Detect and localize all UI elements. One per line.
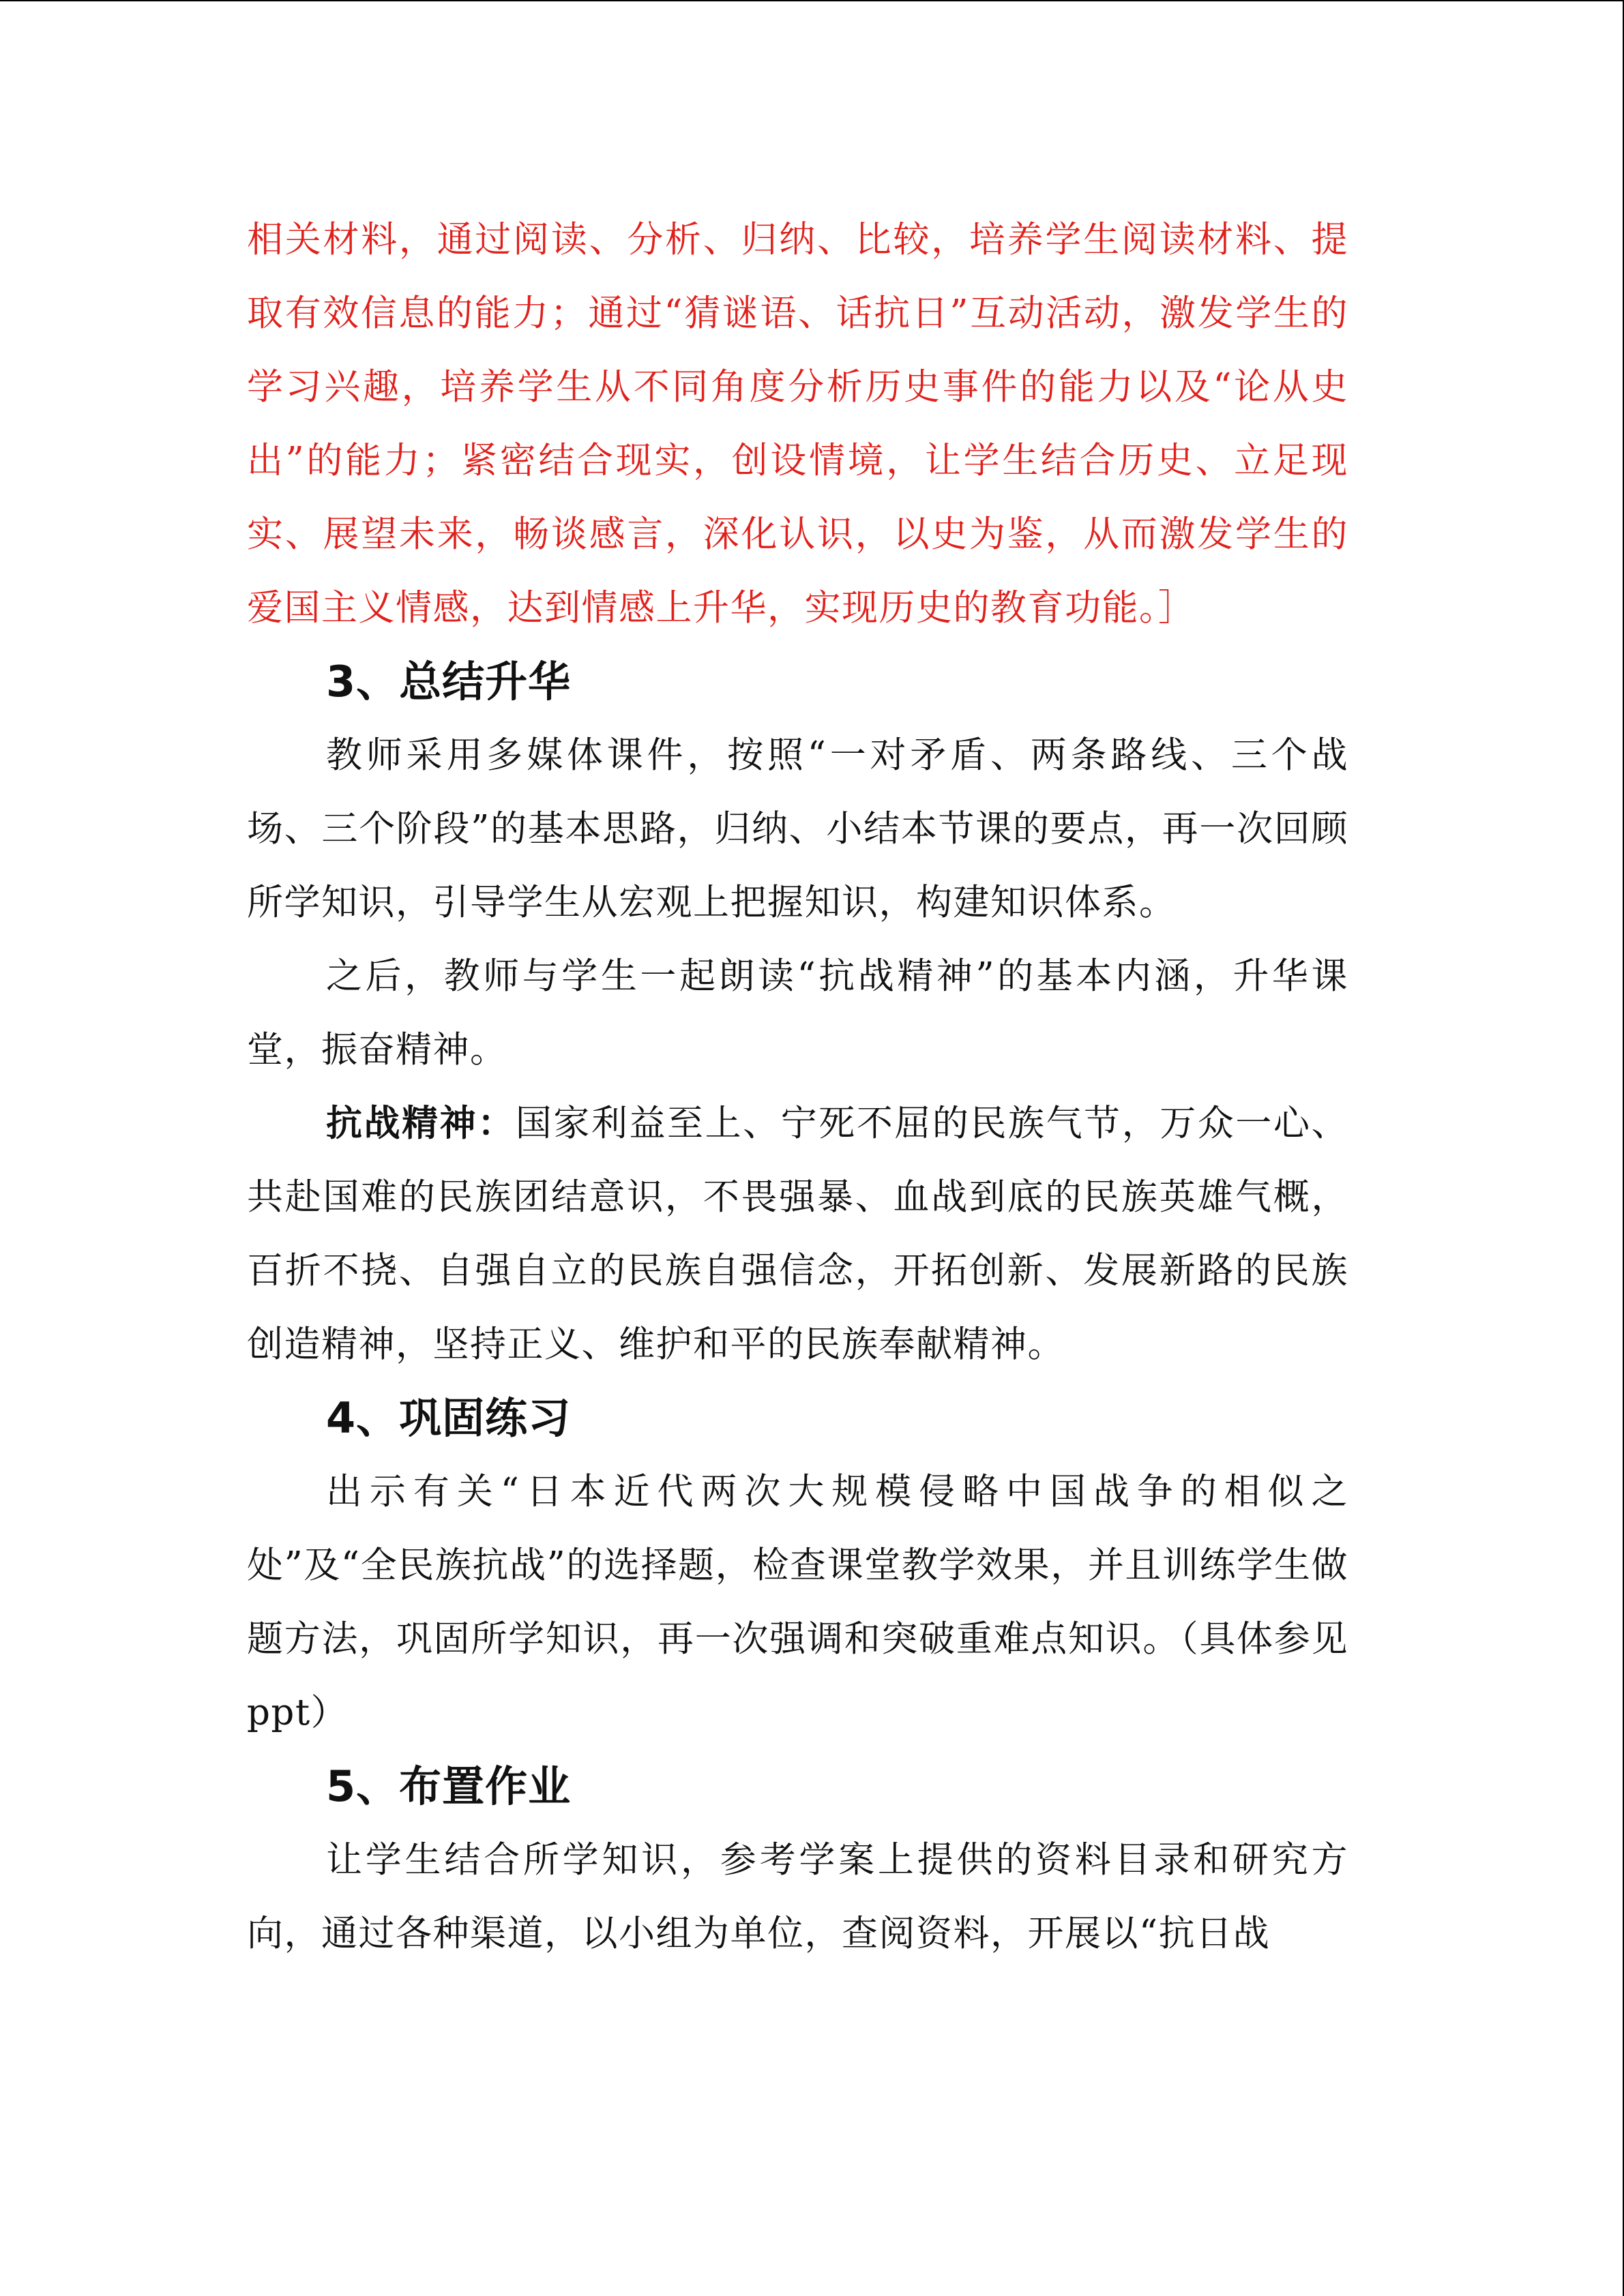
section-4-paragraph-1: 出示有关“日本近代两次大规模侵略中国战争的相似之处”及“全民族抗战”的选择题，检查课堂教学效果，并且训练学生做题方法，巩固所学知识，再一次强调和突破重难点知识。（具体参见 ppt） [247,1471,1348,1733]
intro-paragraph: 相关材料，通过阅读、分析、归纳、比较，培养学生阅读材料、提取有效信息的能力；通过“猜谜语、话抗日”互动活动，激发学生的学习兴趣，培养学生从不同角度分析历史事件的能力以及“论从史出”的能力；紧密结合现实，创设情境，让学生结合历史、立足现实、展望未来，畅谈感言，深化认识，以史为鉴，从而激发学生的爱国主义情感，达到情感上升华，实现历史的教育功能。］ [247,219,1348,629]
spirit-text: 国家利益至上、宁死不屈的民族气节，万众一心、共赴国难的民族团结意识，不畏强暴、血战到底的民族英雄气概，百折不挠、自强自立的民族自强信念，开拓创新、发展新路的民族创造精神，坚持正义、维护和平的民族奉献精神。 [247,1103,1349,1365]
spirit-label: 抗战精神： [326,1103,516,1144]
section-5-heading: 5、布置作业 [326,1761,572,1811]
section-4-heading: 4、巩固练习 [326,1393,572,1443]
spirit-paragraph [247,1087,1348,1382]
section-3-paragraph-1: 教师采用多媒体课件，按照“一对矛盾、两条路线、三个战场、三个阶段”的基本思路，归纳、小结本节课的要点，再一次回顾所学知识，引导学生从宏观上把握知识，构建知识体系。 [247,734,1348,923]
section-3-heading: 3、总结升华 [326,657,572,706]
section-5-paragraph-1: 让学生结合所学知识，参考学案上提供的资料目录和研究方向，通过各种渠道，以小组为单位，查阅资料，开展以“抗日战 [247,1839,1348,1954]
section-3-paragraph-2: 之后，教师与学生一起朗读“抗战精神”的基本内涵，升华课堂，振奋精神。 [247,955,1348,1071]
document-body [247,203,1348,1971]
